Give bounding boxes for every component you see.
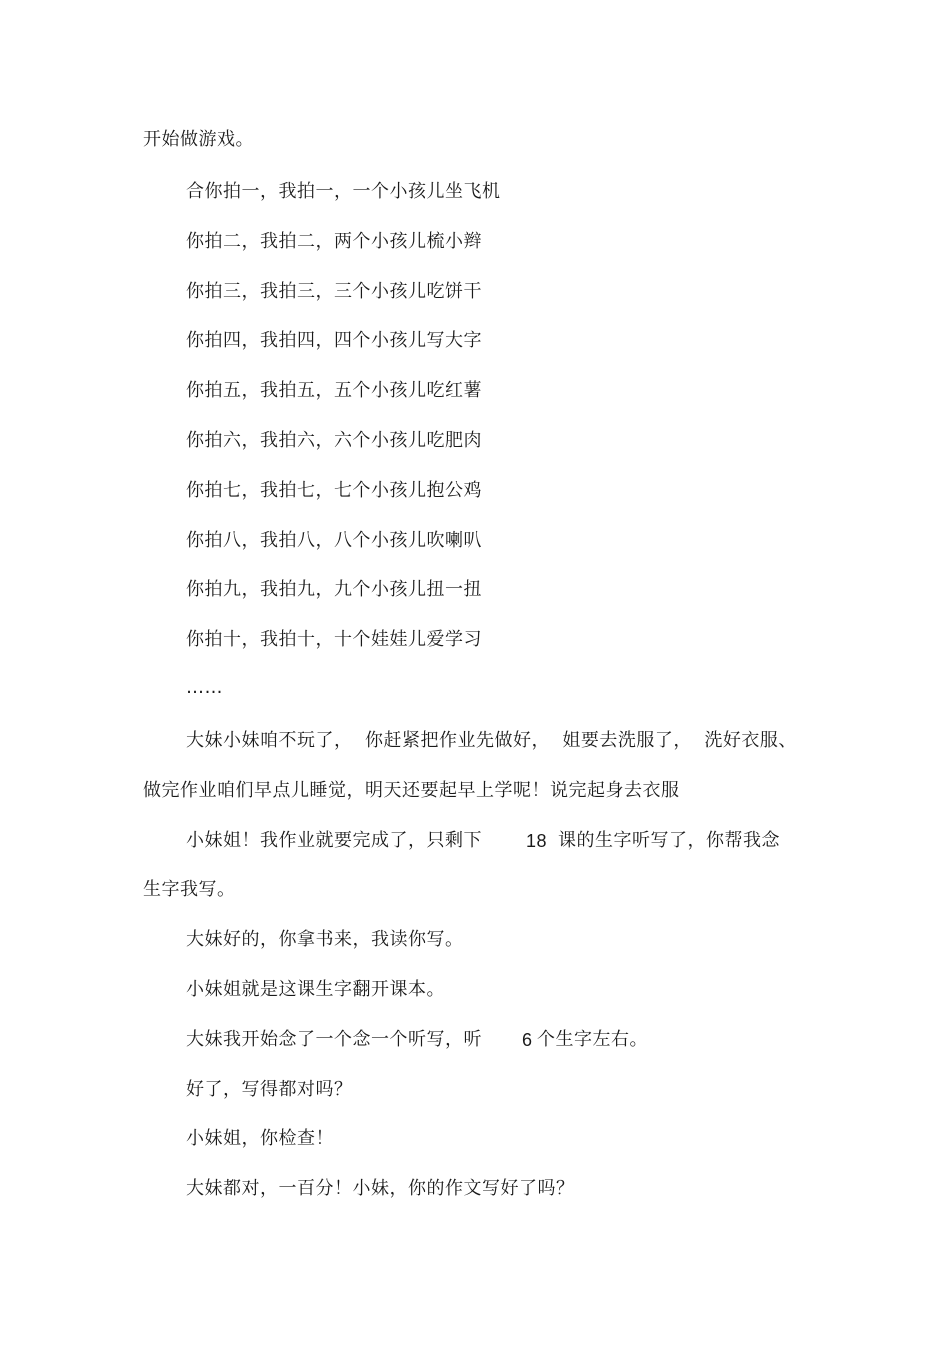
text-line: 小妹姐就是这课生字翻开课本。 [186, 979, 445, 1000]
text-line: 大妹都对，一百分！小妹，你的作文写好了吗？ [186, 1178, 575, 1199]
text-line: 大妹我开始念了一个念一个听写，听 [186, 1029, 482, 1050]
text-line: 大妹小妹咱不玩了， 你赶紧把作业先做好， 姐要去洗服了， 洗好衣服、 [186, 730, 797, 751]
text-line: 个生字左右。 [537, 1029, 648, 1050]
text-line: 生字我写。 [143, 879, 236, 900]
text-line: 你拍三，我拍三，三个小孩儿吃饼干 [186, 281, 482, 302]
text-line: 合你拍一，我拍一，一个小孩儿坐飞机 [186, 181, 501, 202]
text-line: 你拍十，我拍十，十个娃娃儿爱学习 [186, 629, 482, 650]
number-text: 18 [526, 831, 548, 851]
text-line: 你拍四，我拍四，四个小孩儿写大字 [186, 330, 482, 351]
text-line: 做完作业咱们早点儿睡觉，明天还要起早上学呢！说完起身去衣服 [143, 780, 680, 801]
text-line: 开始做游戏。 [143, 129, 254, 150]
text-line: 课的生字听写了，你帮我念 [558, 830, 780, 851]
text-line: 好了，写得都对吗？ [186, 1079, 353, 1100]
text-line: 你拍五，我拍五，五个小孩儿吃红薯 [186, 380, 482, 401]
ellipsis-line: …… [186, 677, 223, 698]
number-text: 6 [522, 1030, 533, 1050]
text-line: 你拍二，我拍二，两个小孩儿梳小辫 [186, 231, 482, 252]
text-line: 你拍七，我拍七，七个小孩儿抱公鸡 [186, 480, 482, 501]
text-line: 小妹姐，你检查！ [186, 1128, 334, 1149]
text-line: 大妹好的，你拿书来，我读你写。 [186, 929, 464, 950]
text-line: 小妹姐！我作业就要完成了，只剩下 [186, 830, 482, 851]
text-line: 你拍八，我拍八，八个小孩儿吹喇叭 [186, 530, 482, 551]
text-line: 你拍九，我拍九，九个小孩儿扭一扭 [186, 579, 482, 600]
text-line: 你拍六，我拍六，六个小孩儿吃肥肉 [186, 430, 482, 451]
